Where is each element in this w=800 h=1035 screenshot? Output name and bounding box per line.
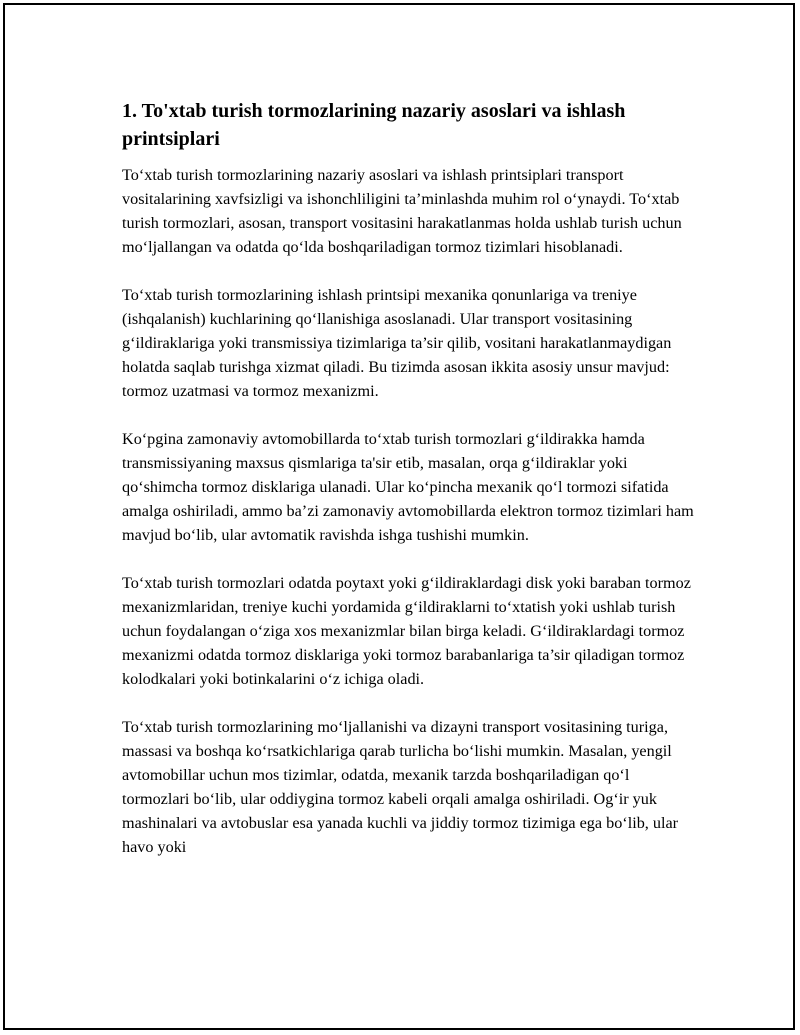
document-page (3, 3, 795, 1030)
section-heading: 1. To'xtab turish tormozlarining nazariy asoslari va ishlash printsiplari (122, 100, 626, 150)
paragraph-5: To‘xtab turish tormozlarining mo‘ljallanishi va dizayni transport vositasining turiga, massasi va boshqa ko‘rsatkichlariga qarab turlicha bo‘lishi mumkin. Masalan, yengil avtomobillar uchun mos tizimlar, odatda, mexanik tarzda boshqariladigan qo‘l tormozlari bo‘lib, ular oddiygina tormoz kabeli orqali amalga oshiriladi. Og‘ir yuk mashinalari va avtobuslar esa yanada kuchli va jiddiy tormoz tizimiga ega bo‘lib, ular havo yoki (122, 718, 679, 856)
paragraph-1: To‘xtab turish tormozlarining nazariy asoslari va ishlash printsiplari transport vositalarining xavfsizligi va ishonchliligini ta’minlashda muhim rol o‘ynaydi. To‘xtab turish tormozlari, asosan, transport vositasini harakatlanmas holda ushlab turish uchun mo‘ljallangan va odatda qo‘lda boshqariladigan tormoz tizimlari hisoblanadi. (122, 166, 682, 256)
paragraph-2: To‘xtab turish tormozlarining ishlash printsipi mexanika qonunlariga va treniye (ishqalanish) kuchlarining qo‘llanishiga asoslanadi. Ular transport vositasining g‘ildiraklariga yoki transmissiya tizimlariga ta’sir qilib, vositani harakatlanmaydigan holatda saqlab turishga xizmat qiladi. Bu tizimda asosan ikkita asosiy unsur mavjud: tormoz uzatmasi va tormoz mexanizmi. (122, 286, 672, 400)
paragraph-4: To‘xtab turish tormozlari odatda poytaxt yoki g‘ildiraklardagi disk yoki baraban tormoz mexanizmlaridan, treniye kuchi yordamida g‘ildiraklarni to‘xtatish yoki ushlab turish uchun foydalangan o‘ziga xos mexanizmlar bilan birga keladi. G‘ildiraklardagi tormoz mexanizmi odatda tormoz disklariga yoki tormoz barabanlariga ta’sir qiladigan tormoz kolodkalari yoki botinkalarini o‘z ichiga oladi. (122, 574, 691, 688)
paragraph-3: Ko‘pgina zamonaviy avtomobillarda to‘xtab turish tormozlari g‘ildirakka hamda transmissiyaning maxsus qismlariga ta'sir etib, masalan, orqa g‘ildiraklar yoki qo‘shimcha tormoz disklariga ulanadi. Ular ko‘pincha mexanik qo‘l tormozi sifatida amalga oshiriladi, ammo ba’zi zamonaviy avtomobillarda elektron tormoz tizimlari ham mavjud bo‘lib, ular avtomatik ravishda ishga tushishi mumkin. (122, 430, 694, 544)
document-body (122, 97, 697, 883)
